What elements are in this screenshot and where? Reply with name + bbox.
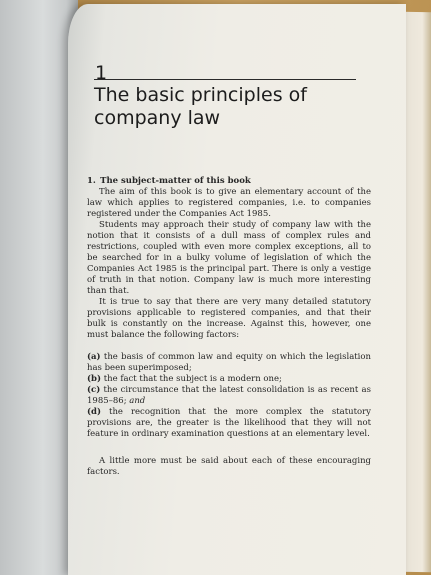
chapter-number: 1	[95, 62, 108, 84]
paragraph: It is true to say that there are very many detailed statutory provisions applicable to registered companies, and that their bulk is constantly on the increase. Against this, however, one must balance the following factors:	[87, 297, 371, 340]
list-item-text: the fact that the subject is a modern one;	[101, 374, 282, 384]
list-item-text: the recognition that the more complex the statutory provisions are, the greater is the likelihood that they will not feature in ordinary examination questions at an elementary level.	[87, 407, 371, 439]
list-item-conjunction: and	[129, 396, 146, 406]
closing-paragraph: A little more must be said about each of these encouraging factors.	[87, 456, 371, 477]
list-item-text: the circumstance that the latest consolidation is as recent as 1985–86;	[87, 385, 371, 406]
list-item	[87, 374, 371, 385]
list-item	[87, 385, 371, 407]
list-item-label: (d)	[87, 407, 101, 417]
chapter-rule	[94, 79, 356, 80]
page-edges	[402, 12, 431, 573]
list-item	[87, 352, 371, 374]
page-body	[87, 176, 371, 478]
paragraph: Students may approach their study of company law with the notion that it consists of a dull mass of complex rules and restrictions, coupled with even more complex exceptions, all to be searched for in a bulky volume of legislation of which the Companies Act 1985 is the principal part. There is only a vestige of truth in that notion. Company law is much more interesting than that.	[87, 220, 371, 296]
section-heading: 1. The subject-matter of this book	[87, 176, 251, 186]
previous-page	[0, 0, 78, 575]
list-item-text: the basis of common law and equity on which the legislation has been superimposed;	[87, 352, 371, 373]
list-item-label: (b)	[87, 374, 101, 384]
list-item	[87, 407, 371, 440]
list-item-label: (c)	[87, 385, 101, 395]
list-item-label: (a)	[87, 352, 101, 362]
paragraph: The aim of this book is to give an elementary account of the law which applies to registered companies, i.e. to companies registered under the Companies Act 1985.	[87, 187, 371, 219]
chapter-title: The basic principles of company law	[94, 84, 307, 129]
spacer	[87, 440, 371, 456]
